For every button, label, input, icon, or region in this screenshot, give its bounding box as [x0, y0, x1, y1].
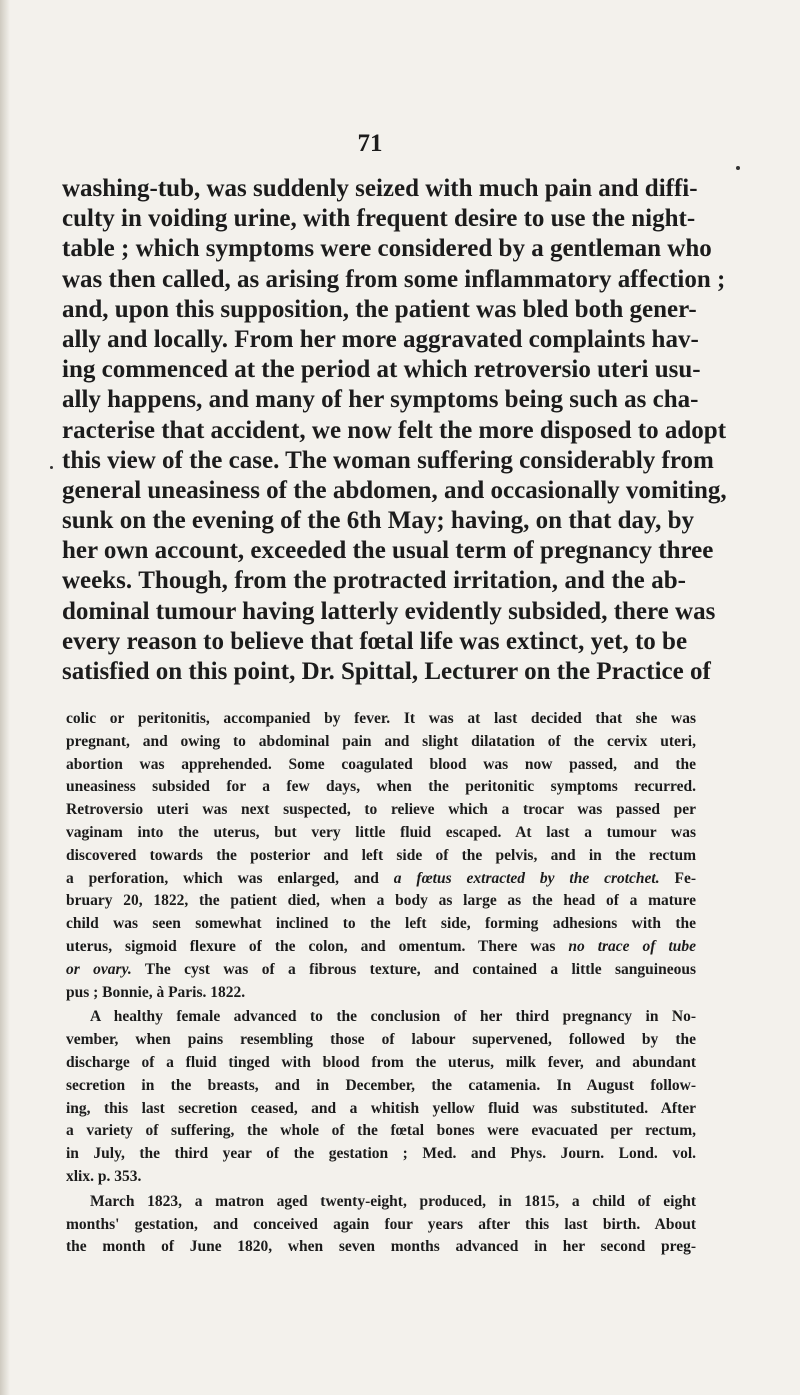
footnote-line: March 1823, a matron aged twenty-eight, produced, in 1815, a child of eight: [90, 1192, 696, 1210]
main-text-line: washing-tub, was suddenly seized with much pain and diffi-: [62, 175, 698, 202]
main-text-line: her own account, exceeded the usual term of pregnancy three: [62, 537, 714, 565]
footnote-text: [66, 708, 696, 1259]
main-text-line: table ; which symptoms were considered by a gentleman who: [62, 235, 712, 263]
footnote-text-run: Fe-: [659, 869, 696, 887]
footnote-line: bruary 20, 1822, the patient died, when a body as large as the head of a mature: [66, 892, 696, 910]
main-text-line: dominal tumour having latterly evidently subsided, there was: [62, 597, 716, 625]
main-text-line: weeks. Though, from the protracted irritation, and the ab-: [62, 567, 686, 595]
ink-speck: [736, 166, 740, 170]
footnote-line: uneasiness subsided for a few days, when the peritonitic symptoms recurred.: [66, 778, 696, 796]
page-edge-shadow: [0, 0, 10, 1395]
main-text-line: this view of the case. The woman suffering considerably from: [62, 446, 714, 474]
footnote-line: A healthy female advanced to the conclusion of her third pregnancy in No-: [90, 1008, 696, 1026]
main-text-line: every reason to believe that fœtal life was extinct, yet, to be: [62, 627, 688, 655]
footnote-line: [66, 936, 696, 959]
footnote-line: ing, this last secretion ceased, and a whitish yellow fluid was substituted. After: [66, 1099, 696, 1117]
footnote-line: xlix. p. 353.: [66, 1167, 142, 1185]
footnote-line: a variety of suffering, the whole of the fœtal bones were evacuated per rectum,: [66, 1122, 696, 1140]
footnote-line: [66, 959, 696, 982]
main-text-line: ally happens, and many of her symptoms being such as cha-: [62, 386, 699, 414]
main-text-line: ally and locally. From her more aggravated complaints hav-: [62, 325, 699, 353]
main-text-line: was then called, as arising from some inflammatory affection ;: [62, 265, 726, 293]
main-text-line: satisfied on this point, Dr. Spittal, Lecturer on the Practice of: [62, 658, 711, 685]
footnote-line: secretion in the breasts, and in December, the catamenia. In August follow-: [66, 1076, 696, 1094]
footnote-text-run: uterus, sigmoid flexure of the colon, and omentum. There was: [66, 937, 569, 955]
footnote-line: pregnant, and owing to abdominal pain and slight dilatation of the cervix uteri,: [66, 732, 696, 750]
footnote-text-run: The cyst was of a fibrous texture, and contained a little sanguineous: [131, 960, 696, 978]
main-text-line: culty in voiding urine, with frequent desire to use the night-: [62, 205, 696, 233]
footnote-italic-run: or ovary.: [66, 960, 132, 978]
footnote-line: months' gestation, and conceived again four years after this last birth. About: [66, 1215, 696, 1233]
main-text-line: and, upon this supposition, the patient was bled both gener-: [62, 295, 697, 323]
footnote-italic-run: no trace of tube: [568, 937, 697, 955]
footnote-line: pus ; Bonnie, à Paris. 1822.: [66, 983, 246, 1001]
footnote-line: vaginam into the uterus, but very little fluid escaped. At last a tumour was: [66, 823, 696, 841]
footnote-line: discovered towards the posterior and left side of the pelvis, and in the rectum: [66, 846, 696, 864]
footnote-line: abortion was apprehended. Some coagulated blood was now passed, and the: [66, 755, 696, 773]
page-number: 71: [357, 130, 383, 157]
footnote-line: in July, the third year of the gestation ; Med. and Phys. Journ. Lond. vol.: [66, 1145, 696, 1163]
footnote-text-run: a perforation, which was enlarged, and: [66, 869, 394, 887]
footnote-line: discharge of a fluid tinged with blood from the uterus, milk fever, and abundant: [66, 1053, 696, 1071]
footnote-line: [66, 868, 696, 891]
footnote-line: child was seen somewhat inclined to the left side, forming adhesions with the: [66, 915, 696, 933]
footnote-italic-run: a fœtus extracted by the crotchet.: [393, 869, 660, 887]
main-text-line: racterise that accident, we now felt the more disposed to adopt: [62, 416, 727, 444]
footnote-line: vember, when pains resembling those of labour supervened, followed by the: [66, 1031, 696, 1049]
main-body-text: [62, 174, 727, 687]
main-text-line: sunk on the evening of the 6th May; having, on that day, by: [62, 507, 695, 535]
footnote-line: colic or peritonitis, accompanied by fever. It was at last decided that she was: [66, 710, 696, 727]
footnote-line: Retroversio uteri was next suspected, to relieve which a trocar was passed per: [66, 801, 696, 819]
ink-speck: [50, 466, 53, 469]
main-text-line: ing commenced at the period at which retroversio uteri usu-: [62, 356, 701, 384]
main-text-line: general uneasiness of the abdomen, and occasionally vomiting,: [62, 476, 727, 504]
footnote-line: the month of June 1820, when seven months advanced in her second preg-: [66, 1238, 696, 1256]
